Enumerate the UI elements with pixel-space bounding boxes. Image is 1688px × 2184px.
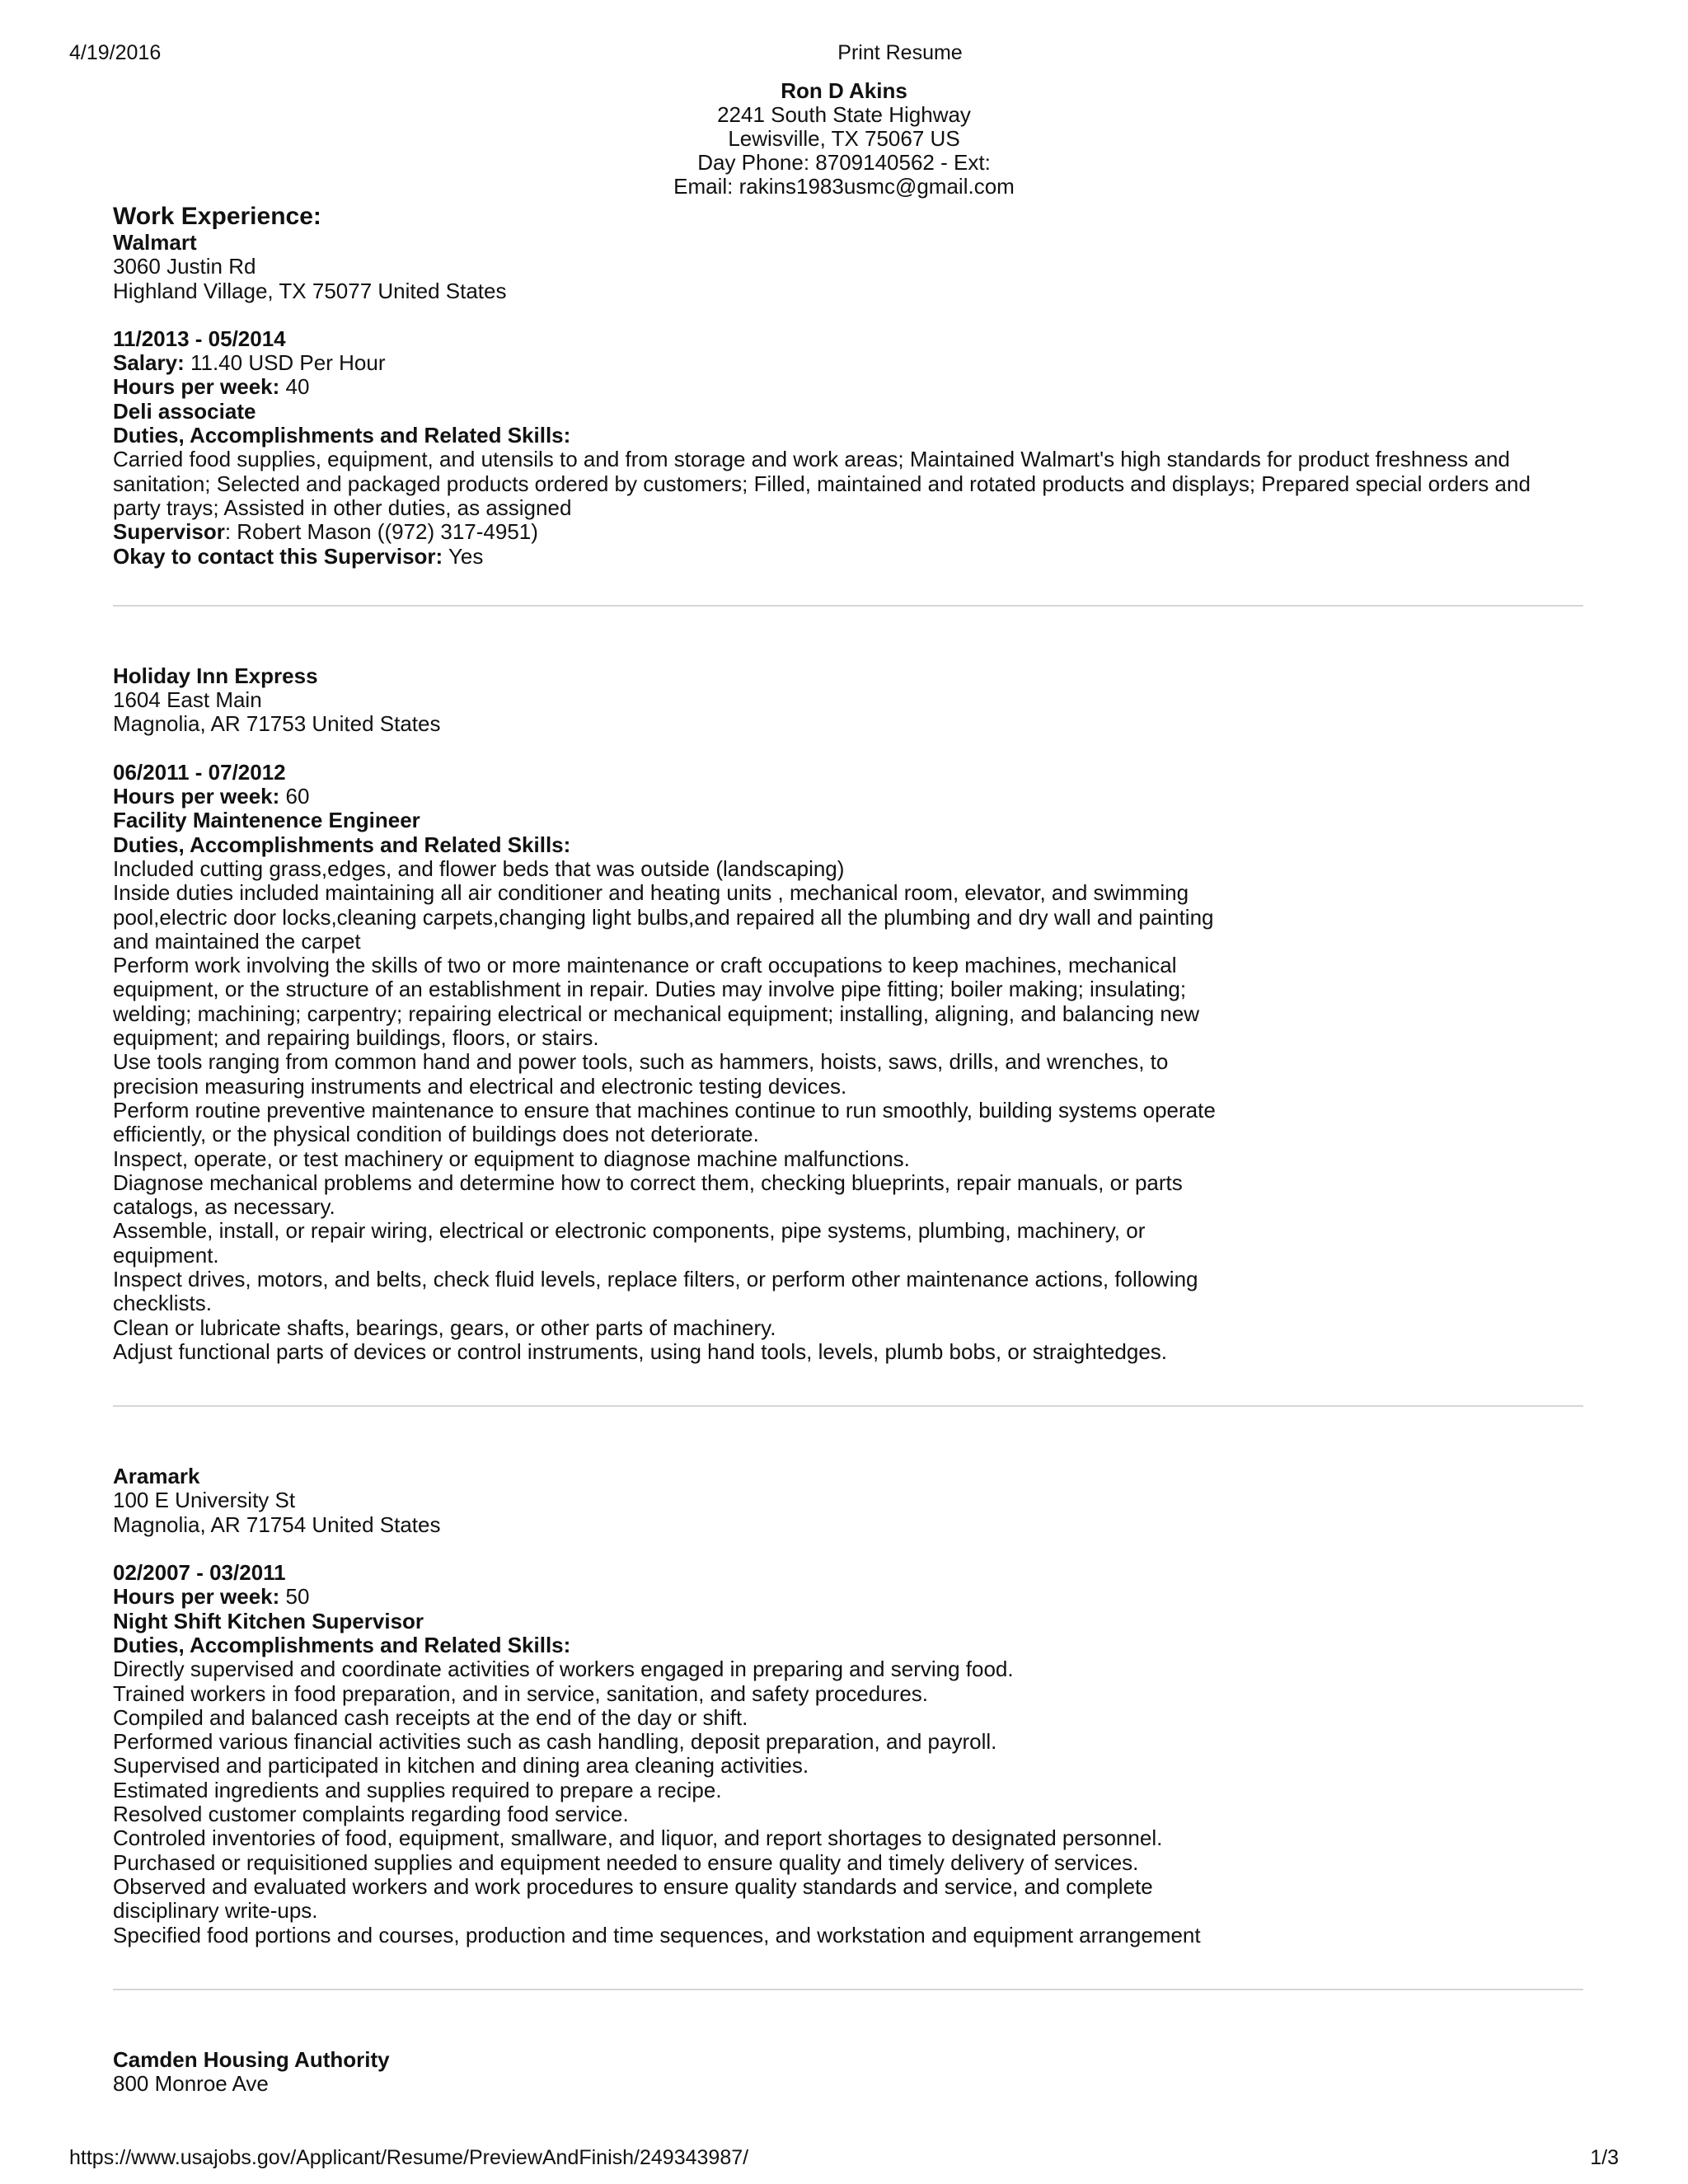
duty-line: Directly supervised and coordinate activities of workers engaged in preparing and serving food. [113, 1657, 1014, 1682]
duty-line: equipment. [113, 1242, 219, 1268]
job-title: Deli associate [113, 398, 256, 424]
hours-label: Hours per week: [113, 1584, 280, 1610]
duties-list [113, 1657, 1583, 1947]
duty-line: precision measuring instruments and electrical and electronic testing devices. [113, 1073, 847, 1099]
employer-name: Walmart [113, 230, 197, 255]
duty-line: Adjust functional parts of devices or control instruments, using hand tools, levels, plumb bobs, or straightedges. [113, 1338, 1168, 1364]
duty-line: Observed and evaluated workers and work procedures to ensure quality standards and service, and complete [113, 1873, 1153, 1899]
duty-line: Use tools ranging from common hand and power tools, such as hammers, hoists, saws, drills, and wrenches, to [113, 1049, 1169, 1075]
duty-line: pool,electric door locks,cleaning carpets,changing light bulbs,and repaired all the plumbing and dry wall and painting [113, 904, 1214, 930]
duty-line: Assemble, install, or repair wiring, electrical or electronic components, pipe systems, plumbing, machinery, or [113, 1218, 1146, 1244]
duties-label: Duties, Accomplishments and Related Skills: [113, 832, 571, 857]
duty-line: Compiled and balanced cash receipts at the end of the day or shift. [113, 1704, 748, 1730]
job-divider [113, 1989, 1583, 1990]
job-dates: 02/2007 - 03/2011 [113, 1560, 286, 1586]
duty-line: efficiently, or the physical condition of buildings does not deteriorate. [113, 1122, 759, 1147]
employer-name: Holiday Inn Express [113, 663, 318, 688]
duty-line: Inside duties included maintaining all air conditioner and heating units , mechanical room, elevator, and swimming [113, 880, 1189, 906]
duty-line: Purchased or requisitioned supplies and equipment needed to ensure quality and timely delivery of services. [113, 1849, 1139, 1875]
hours-value: 60 [279, 784, 310, 809]
duty-line: Inspect, operate, or test machinery or equipment to diagnose machine malfunctions. [113, 1146, 910, 1171]
employer-city: Magnolia, AR 71754 United States [113, 1511, 441, 1537]
duty-line: and maintained the carpet [113, 928, 361, 954]
employer-address: 100 E University St [113, 1488, 296, 1513]
employer-name: Camden Housing Authority [113, 2046, 390, 2072]
duty-line: Estimated ingredients and supplies required to prepare a recipe. [113, 1777, 722, 1802]
hours-line [113, 785, 1583, 808]
employer-name: Aramark [113, 1464, 200, 1489]
contact-street: 2241 South State Highway [717, 102, 971, 127]
duty-line: Diagnose mechanical problems and determine how to correct them, checking blueprints, repair manuals, or parts [113, 1169, 1183, 1195]
job-title: Night Shift Kitchen Supervisor [113, 1608, 424, 1633]
duties-list [113, 857, 1583, 1364]
salary-label: Salary: [113, 350, 185, 376]
job-entry-walmart [113, 231, 1583, 569]
print-title: Print Resume [837, 41, 963, 64]
hours-label: Hours per week: [113, 784, 280, 809]
hours-line [113, 1585, 1583, 1609]
work-experience-heading: Work Experience: [113, 203, 321, 230]
contact-block [0, 79, 1688, 199]
job-dates: 11/2013 - 05/2014 [113, 326, 286, 351]
job-dates: 06/2011 - 07/2012 [113, 759, 286, 785]
job-entry-camden-housing [113, 2048, 1583, 2097]
supervisor-line [113, 520, 1583, 544]
print-date: 4/19/2016 [69, 41, 162, 64]
hours-value: 50 [279, 1584, 310, 1610]
salary-line [113, 351, 1583, 375]
duty-line: Specified food portions and courses, production and time sequences, and workstation and equipment arrangement [113, 1922, 1201, 1947]
supervisor-value: : Robert Mason ((972) 317-4951) [224, 519, 538, 545]
contact-city: Lewisville, TX 75067 US [728, 126, 960, 151]
duty-line: checklists. [113, 1291, 212, 1316]
duty-line: Performed various financial activities such as cash handling, deposit preparation, and payroll. [113, 1729, 997, 1755]
duty-line: Resolved customer complaints regarding food service. [113, 1802, 629, 1827]
duty-line: welding; machining; carpentry; repairing electrical or mechanical equipment; installing, aligning, and balancing new [113, 1001, 1200, 1026]
hours-label: Hours per week: [113, 374, 280, 400]
employer-city: Magnolia, AR 71753 United States [113, 711, 441, 737]
hours-value: 40 [279, 374, 310, 400]
contact-permission-value: Yes [443, 543, 484, 569]
contact-permission-label: Okay to contact this Supervisor: [113, 543, 443, 569]
duty-line: Perform routine preventive maintenance to ensure that machines continue to run smoothly, building systems operate [113, 1097, 1216, 1122]
employer-address: 3060 Justin Rd [113, 254, 256, 279]
duty-line: Trained workers in food preparation, and in service, sanitation, and safety procedures. [113, 1680, 929, 1706]
duty-line: disciplinary write-ups. [113, 1898, 318, 1924]
contact-permission-line [113, 545, 1583, 569]
duty-line: catalogs, as necessary. [113, 1194, 335, 1220]
applicant-name: Ron D Akins [781, 78, 907, 103]
duties-label: Duties, Accomplishments and Related Skills: [113, 423, 571, 448]
duty-line: Supervised and participated in kitchen and dining area cleaning activities. [113, 1753, 809, 1779]
hours-line [113, 375, 1583, 399]
job-entry-aramark [113, 1465, 1583, 1947]
job-entry-holiday-inn [113, 664, 1583, 1364]
duty-line: equipment; and repairing buildings, floors, or stairs. [113, 1025, 599, 1051]
employer-address: 800 Monroe Ave [113, 2071, 269, 2097]
salary-value: 11.40 USD Per Hour [184, 350, 386, 376]
print-header [0, 41, 1688, 68]
duty-line: Controled inventories of food, equipment, smallware, and liquor, and report shortages to designated personnel. [113, 1825, 1163, 1851]
duties-text: Carried food supplies, equipment, and utensils to and from storage and work areas; Maintained Walmart's high standards for product freshness and sanitation; Selected and packaged products ordered by customers; Filled, maintained and rotated products and displays; Prepared special orders and party trays; Assisted in other duties, as assigned [113, 447, 1531, 520]
supervisor-label: Supervisor [113, 519, 225, 545]
job-divider [113, 1405, 1583, 1407]
contact-email: Email: rakins1983usmc@gmail.com [673, 174, 1015, 199]
duty-line: Clean or lubricate shafts, bearings, gears, or other parts of machinery. [113, 1315, 776, 1340]
duty-line: Included cutting grass,edges, and flower beds that was outside (landscaping) [113, 855, 845, 881]
duty-line: Perform work involving the skills of two or more maintenance or craft occupations to keep machines, mechanical [113, 953, 1177, 978]
duty-line: equipment, or the structure of an establishment in repair. Duties may involve pipe fitting; boiler making; insulating; [113, 977, 1187, 1002]
duty-line: Inspect drives, motors, and belts, check fluid levels, replace filters, or perform other maintenance actions, following [113, 1266, 1198, 1291]
job-title: Facility Maintenence Engineer [113, 808, 420, 833]
contact-phone: Day Phone: 8709140562 - Ext: [697, 150, 991, 175]
job-divider [113, 605, 1583, 607]
page-url: https://www.usajobs.gov/Applicant/Resume/PreviewAndFinish/249343987/ [69, 2146, 749, 2169]
employer-address: 1604 East Main [113, 687, 262, 713]
resume-content [113, 199, 1583, 2096]
employer-city: Highland Village, TX 75077 United States [113, 278, 507, 303]
print-footer [0, 2146, 1688, 2172]
page-number: 1/3 [1590, 2146, 1619, 2169]
duties-label: Duties, Accomplishments and Related Skills: [113, 1632, 571, 1657]
